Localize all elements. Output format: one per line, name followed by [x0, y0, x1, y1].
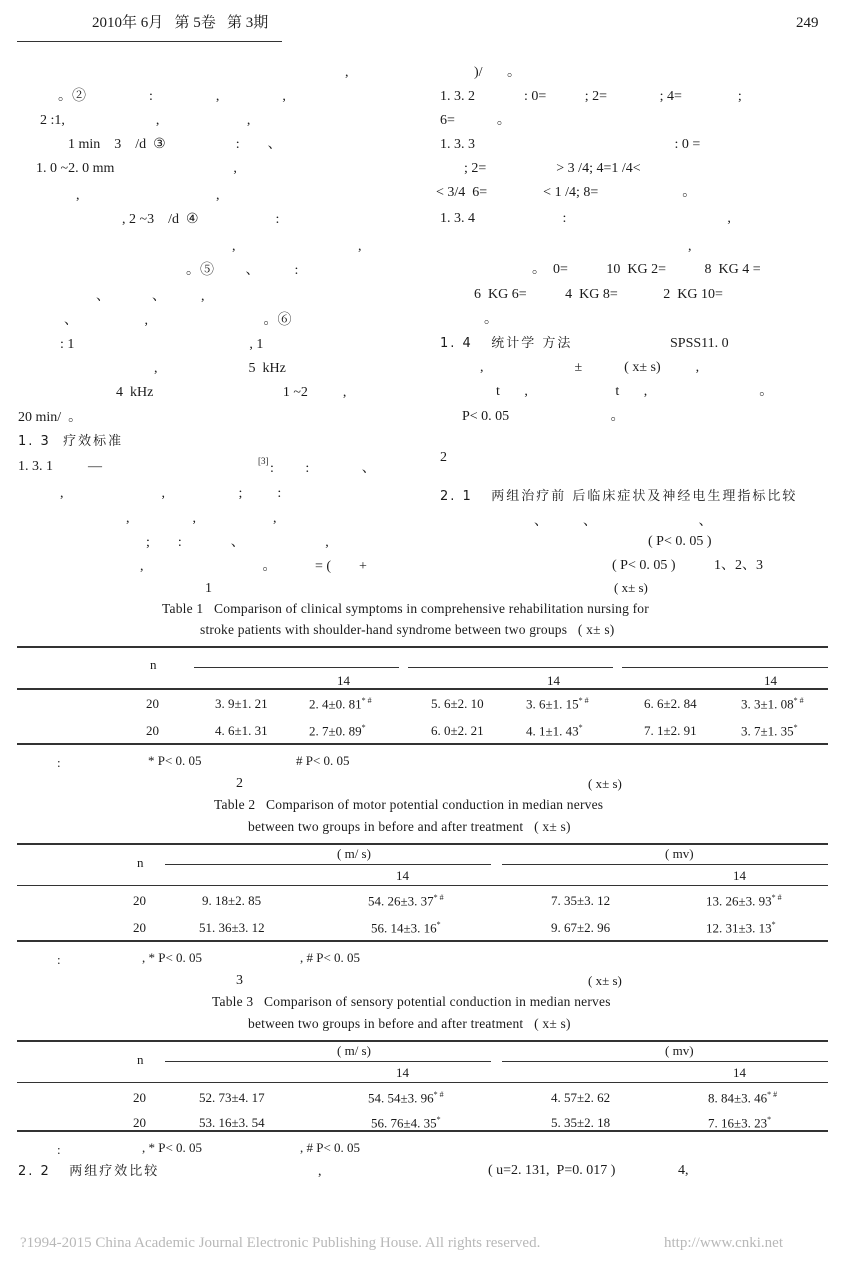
section-2-1-title: 2. 1 两组治疗前 后临床症状及神经电生理指标比较: [440, 489, 798, 504]
body-line: P< 0. 05 。: [462, 409, 625, 424]
body-line: 4 kHz 1 ~2 ,: [116, 385, 347, 400]
table1-number: 1: [205, 581, 212, 596]
table2-note-colon: :: [57, 952, 61, 967]
body-line: , , ,: [126, 511, 277, 526]
footer-url[interactable]: http://www.cnki.net: [664, 1235, 784, 1251]
table2-group-rule: [502, 864, 828, 865]
table1-note-2: # P< 0. 05: [296, 753, 350, 768]
journal-issue: 2010年 6月 第 5卷 第 3期: [92, 15, 269, 31]
section-heading: [440, 490, 797, 504]
table-cell: 7. 35±3. 12: [551, 893, 611, 908]
table3-day-label: 14: [733, 1065, 746, 1080]
table1-note-1: * P< 0. 05: [148, 753, 202, 768]
table2-day-label: 14: [396, 868, 409, 883]
table2-day-label: 14: [733, 868, 746, 883]
body-line: )/ 。: [474, 65, 522, 80]
table-cell: [526, 724, 583, 737]
significance-mark: * #: [433, 893, 444, 902]
table-cell: 6. 6±2. 84: [644, 696, 697, 711]
table3-bottom-rule: [17, 1130, 828, 1132]
table2-n: 20: [133, 920, 146, 935]
body-line: ,: [688, 239, 692, 254]
body-line: , ,: [76, 188, 220, 203]
table3-top-rule: [17, 1040, 828, 1042]
cell-value: 56. 14±3. 16: [371, 920, 437, 936]
dash: —: [88, 459, 102, 474]
body-line: ; : 、 ,: [146, 535, 329, 550]
table2-n-header: n: [137, 855, 144, 870]
table2-unit-1: ( m/ s): [337, 846, 371, 861]
table2-unit-2: ( mv): [665, 846, 694, 861]
table-reference: 4,: [678, 1163, 689, 1178]
significance-mark: *: [767, 1115, 772, 1124]
table2-caption-line1: Table 2 Comparison of motor potential conduction in median nerves: [214, 797, 604, 812]
table3-stat: ( x± s): [588, 973, 622, 988]
body-line: < 3/4 6= < 1 /4; 8= 。: [436, 185, 697, 200]
cell-value: 3. 6±1. 15: [526, 696, 579, 712]
table2-stat: ( x± s): [588, 776, 622, 791]
table-cell: [368, 1091, 444, 1104]
table3-caption-line1: Table 3 Comparison of sensory potential conduction in median nerves: [212, 994, 611, 1009]
table1-bottom-rule: [17, 743, 828, 745]
body-line: 6= 。: [440, 113, 511, 128]
body-line: : 1 , 1: [60, 337, 264, 352]
section-2-2-title: 2. 2 两组疗效比较: [18, 1164, 160, 1179]
table3-day-label: 14: [396, 1065, 409, 1080]
section-heading: [18, 435, 123, 449]
section-1-3-1-number: 1. 3. 1: [18, 459, 53, 474]
table-cell: 53. 16±3. 54: [199, 1115, 265, 1130]
cell-value: 2. 7±0. 89: [309, 723, 362, 739]
body-line: SPSS11. 0: [670, 336, 729, 351]
table-cell: [741, 724, 798, 737]
table1-header-rule: [17, 688, 828, 690]
table3-number: 3: [236, 973, 243, 988]
body-line: 1. 0 ~2. 0 mm ,: [36, 161, 237, 176]
body-line: 1. 3. 4 : ,: [440, 211, 731, 226]
table-cell: [706, 921, 776, 934]
table3-n: 20: [133, 1115, 146, 1130]
table-cell: 5. 6±2. 10: [431, 696, 484, 711]
table3-group-rule: [165, 1061, 491, 1062]
comma: ,: [318, 1164, 322, 1179]
body-line: , , ; :: [60, 486, 282, 501]
cell-value: 3. 3±1. 08: [741, 696, 794, 712]
body-line: : : 、: [270, 461, 376, 476]
significance-mark: *: [793, 723, 798, 732]
header-rule: [17, 41, 282, 42]
table-cell: [371, 921, 441, 934]
significance-mark: *: [771, 920, 776, 929]
body-line: 1 min 3 /d ③ : 、: [68, 137, 282, 152]
table-cell: [708, 1116, 771, 1129]
body-line: , 。 = ( +: [140, 559, 367, 574]
body-line: 、 , 。⑥: [64, 313, 292, 328]
body-line: , ± ( x± s) ,: [480, 360, 700, 375]
section-heading: [18, 1165, 159, 1179]
statistic-result: ( u=2. 131, P=0. 017 ): [488, 1163, 616, 1178]
body-line: 。 0= 10 KG 2= 8 KG 4 =: [532, 262, 761, 277]
table1-day-label: 14: [764, 673, 777, 688]
section-2-number: 2: [440, 450, 447, 465]
body-line: ,: [345, 65, 349, 80]
cell-value: 3. 7±1. 35: [741, 723, 794, 739]
table2-caption-line2: between two groups in before and after treatment ( x± s): [248, 819, 571, 834]
significance-mark: * #: [578, 696, 589, 705]
table1-day-label: 14: [337, 673, 350, 688]
table1-caption-line1: Table 1 Comparison of clinical symptoms in comprehensive rehabilitation nursing for: [162, 601, 649, 616]
cell-value: 2. 4±0. 81: [309, 696, 362, 712]
table1-group-rule: [408, 667, 613, 668]
significance-mark: * #: [433, 1090, 444, 1099]
body-line: 6 KG 6= 4 KG 8= 2 KG 10=: [474, 287, 723, 302]
table1-group-rule: [622, 667, 828, 668]
cell-value: 56. 76±4. 35: [371, 1115, 437, 1131]
table3-note-colon: :: [57, 1142, 61, 1157]
body-line: 2 :1, , ,: [40, 113, 251, 128]
table2-top-rule: [17, 843, 828, 845]
table-cell: 9. 18±2. 85: [202, 893, 262, 908]
cell-value: 7. 16±3. 23: [708, 1115, 768, 1131]
table1-group-rule: [194, 667, 399, 668]
section-1-4-title: 1. 4 统计学 方法: [440, 336, 573, 351]
body-line: 20 min/ 。: [18, 410, 83, 425]
table1-n-header: n: [150, 657, 157, 672]
body-line: ( P< 0. 05 ): [648, 534, 712, 549]
table2-note-2: , # P< 0. 05: [300, 950, 361, 965]
significance-mark: *: [436, 920, 441, 929]
significance-mark: *: [578, 723, 583, 732]
table1-note-colon: :: [57, 755, 61, 770]
body-line: 。: [484, 312, 498, 327]
table1-n: 20: [146, 723, 159, 738]
body-line: , 2 ~3 /d ④ :: [122, 212, 280, 227]
cell-value: 4. 1±1. 43: [526, 723, 579, 739]
cell-value: 13. 26±3. 93: [706, 893, 772, 909]
table3-group-rule: [502, 1061, 828, 1062]
table2-number: 2: [236, 776, 243, 791]
body-line: 1. 3. 2 : 0= ; 2= ; 4= ;: [440, 89, 742, 104]
body-line: 1. 3. 3 : 0 =: [440, 137, 701, 152]
significance-mark: *: [361, 723, 366, 732]
table-cell: 6. 0±2. 21: [431, 723, 484, 738]
table3-note-1: , * P< 0. 05: [142, 1140, 203, 1155]
cell-value: 54. 26±3. 37: [368, 893, 434, 909]
table-cell: 7. 1±2. 91: [644, 723, 697, 738]
table-cell: [309, 697, 372, 710]
body-line: t , t , 。: [496, 384, 774, 399]
table-cell: 3. 9±1. 21: [215, 696, 268, 711]
table3-header-rule: [17, 1082, 828, 1083]
table-cell: [309, 724, 366, 737]
body-line: , 5 kHz: [154, 361, 286, 376]
significance-mark: *: [436, 1115, 441, 1124]
table-cell: 52. 73±4. 17: [199, 1090, 265, 1105]
significance-mark: * #: [361, 696, 372, 705]
cell-value: 8. 84±3. 46: [708, 1090, 768, 1106]
table1-top-rule: [17, 646, 828, 648]
cell-value: 54. 54±3. 96: [368, 1090, 434, 1106]
page-number: 249: [796, 15, 819, 31]
table1-day-label: 14: [547, 673, 560, 688]
table3-unit-2: ( mv): [665, 1043, 694, 1058]
table2-note-1: , * P< 0. 05: [142, 950, 203, 965]
table2-header-rule: [17, 885, 828, 886]
body-line: 、 、 ,: [96, 289, 205, 304]
body-line: 。② : , ,: [58, 89, 286, 104]
section-heading: [440, 337, 572, 351]
significance-mark: * #: [793, 696, 804, 705]
table1-caption-line2: stroke patients with shoulder-hand syndrome between two groups ( x± s): [200, 622, 615, 637]
table2-n: 20: [133, 893, 146, 908]
table3-n-header: n: [137, 1052, 144, 1067]
table2-group-rule: [165, 864, 491, 865]
table-cell: 51. 36±3. 12: [199, 920, 265, 935]
table-cell: [706, 894, 782, 907]
table3-n: 20: [133, 1090, 146, 1105]
table3-caption-line2: between two groups in before and after treatment ( x± s): [248, 1016, 571, 1031]
table-cell: 4. 6±1. 31: [215, 723, 268, 738]
body-line: 。⑤ 、 :: [186, 263, 299, 278]
table1-n: 20: [146, 696, 159, 711]
table-cell: [371, 1116, 441, 1129]
section-1-3-title: 1. 3 疗效标准: [18, 434, 124, 449]
table-cell: 4. 57±2. 62: [551, 1090, 611, 1105]
body-line: ; 2= > 3 /4; 4=1 /4<: [464, 161, 641, 176]
copyright-notice: ?1994-2015 China Academic Journal Electronic Publishing House. All rights reserved.: [20, 1235, 541, 1251]
cell-value: 12. 31±3. 13: [706, 920, 772, 936]
table-cell: 5. 35±2. 18: [551, 1115, 611, 1130]
body-line: , ,: [232, 239, 362, 254]
body-line: ( x± s): [614, 580, 648, 595]
table-cell: [741, 697, 804, 710]
table2-bottom-rule: [17, 940, 828, 942]
body-line: 、 、 、: [534, 514, 713, 529]
significance-mark: * #: [767, 1090, 778, 1099]
body-line: ( P< 0. 05 ) 1、2、3: [612, 558, 764, 573]
table-cell: 9. 67±2. 96: [551, 920, 611, 935]
table3-note-2: , # P< 0. 05: [300, 1140, 361, 1155]
table-cell: [368, 894, 444, 907]
table-cell: [526, 697, 589, 710]
table3-unit-1: ( m/ s): [337, 1043, 371, 1058]
table-cell: [708, 1091, 777, 1104]
significance-mark: * #: [771, 893, 782, 902]
citation-ref: [3]: [258, 456, 269, 466]
